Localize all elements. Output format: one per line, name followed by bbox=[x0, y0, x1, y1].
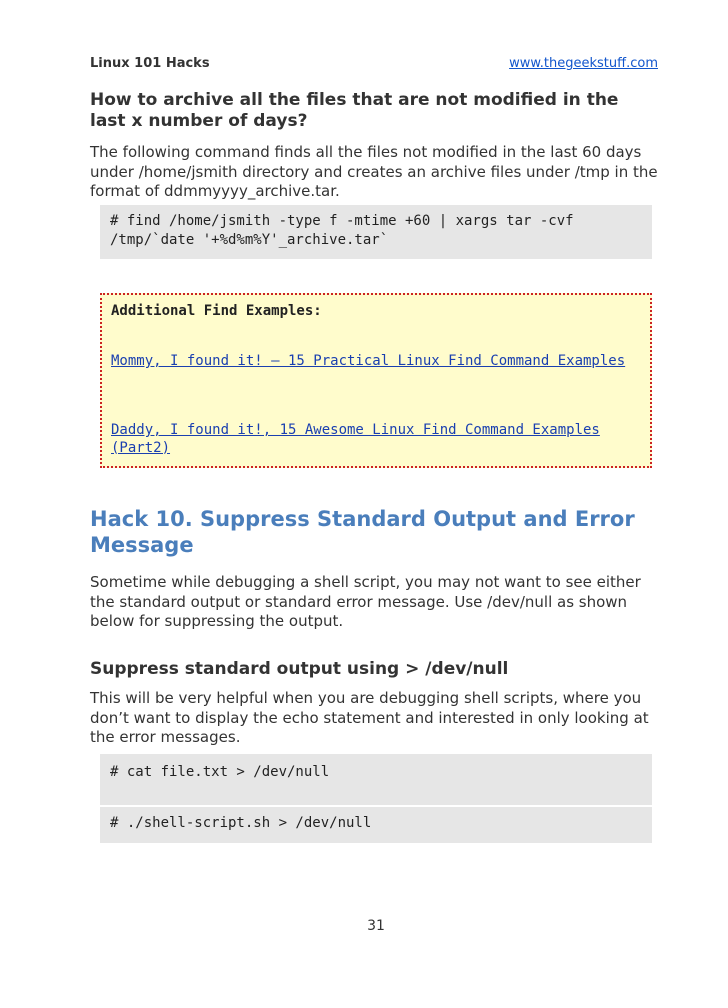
suppress-stdout-description: This will be very helpful when you are debugging shell scripts, where you don’t want to display the echo statement and interested in only looking at the error messages. bbox=[90, 689, 649, 746]
archive-command-block bbox=[100, 205, 652, 259]
find-example-link-1[interactable]: Mommy, I found it! – 15 Practical Linux Find Command Examples bbox=[111, 353, 626, 369]
page-number: 31 bbox=[367, 918, 385, 934]
cat-command: # cat file.txt > /dev/null bbox=[110, 764, 330, 780]
code-divider bbox=[100, 805, 652, 807]
shell-script-command: # ./shell-script.sh > /dev/null bbox=[110, 815, 372, 831]
suppress-stdout-command-block bbox=[100, 754, 652, 843]
hack-10-intro: Sometime while debugging a shell script, you may not want to see either the standard output or standard error message. Use /dev/null as shown below for suppressing the output. bbox=[90, 573, 641, 630]
page-header bbox=[90, 56, 662, 74]
find-examples-title: Additional Find Examples: bbox=[111, 303, 322, 319]
archive-command-line: # find /home/jsmith -type f -mtime +60 | xargs tar -cvf bbox=[110, 213, 574, 229]
archive-command-line: /tmp/`date '+%d%m%Y'_archive.tar` bbox=[110, 232, 389, 248]
suppress-stdout-title: Suppress standard output using > /dev/null bbox=[90, 659, 509, 679]
book-title: Linux 101 Hacks bbox=[90, 56, 210, 71]
archive-section-title: How to archive all the files that are not modified in the last x number of days? bbox=[90, 90, 619, 131]
find-example-link-2[interactable]: Daddy, I found it!, 15 Awesome Linux Find Command Examples (Part2) bbox=[111, 422, 600, 456]
find-examples-note bbox=[100, 293, 652, 468]
website-link[interactable]: www.thegeekstuff.com bbox=[509, 56, 658, 71]
hack-10-title: Hack 10. Suppress Standard Output and Error Message bbox=[90, 507, 635, 557]
archive-description: The following command finds all the files not modified in the last 60 days under /home/jsmith directory and creates an archive files under /tmp in the format of ddmmyyyy_archive.tar. bbox=[90, 143, 658, 200]
